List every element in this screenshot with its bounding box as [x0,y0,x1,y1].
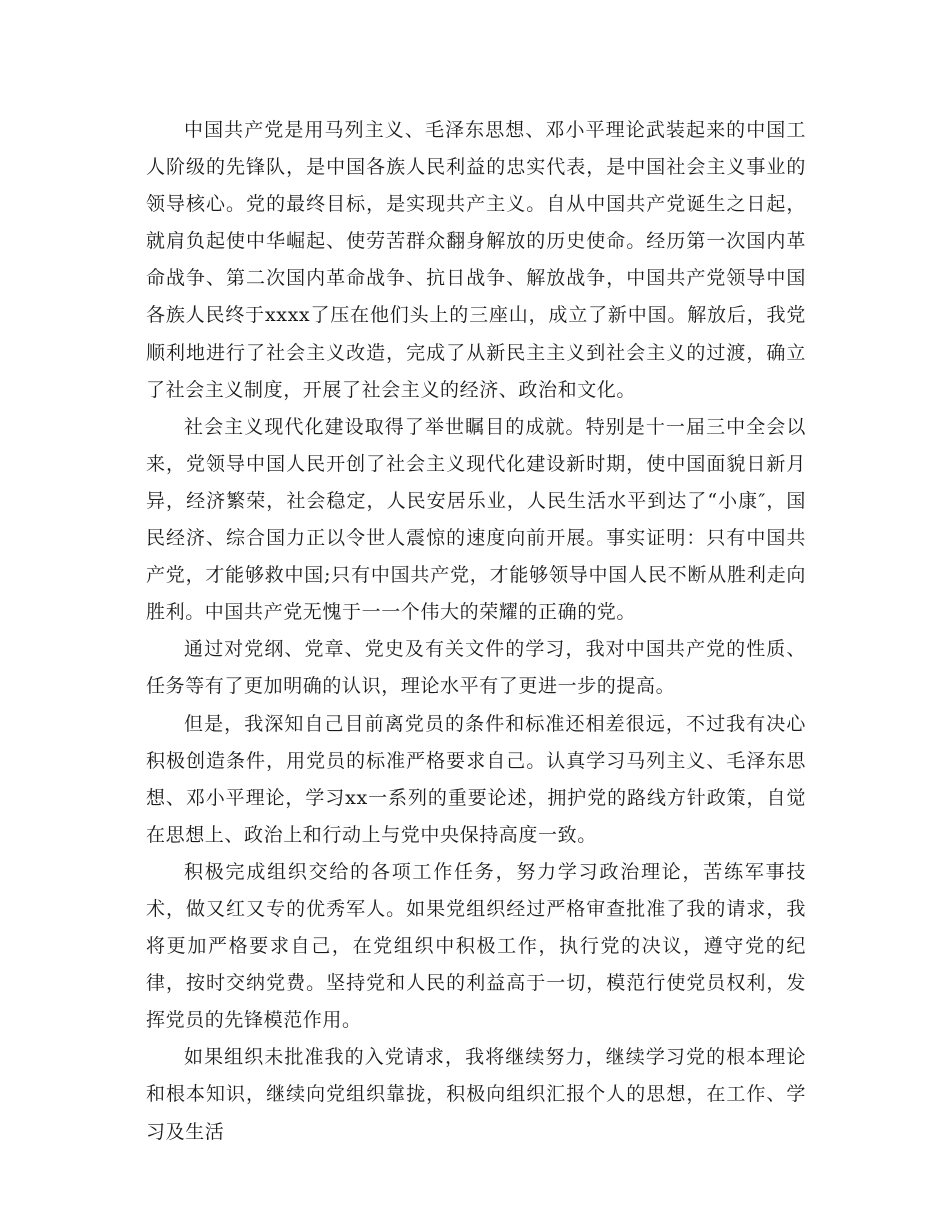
paragraph-1: 中国共产党是用马列主义、毛泽东思想、邓小平理论武装起来的中国工人阶级的先锋队，是中国各族人民利益的忠实代表，是中国社会主义事业的领导核心。党的最终目标，是实现共产主义。自从中国共产党诞生之日起，就肩负起使中华崛起、使劳苦群众翻身解放的历史使命。经历第一次国内革命战争、第二次国内革命战争、抗日战争、解放战争，中国共产党领导中国各族人民终于xxxx了压在他们头上的三座山，成立了新中国。解放后，我党顺利地进行了社会主义改造，完成了从新民主主义到社会主义的过渡，确立了社会主义制度，开展了社会主义的经济、政治和文化。 [146,119,806,401]
paragraph-5: 积极完成组织交给的各项工作任务，努力学习政治理论，苦练军事技术，做又红又专的优秀军人。如果党组织经过严格审查批准了我的请求，我将更加严格要求自己，在党组织中积极工作，执行党的决议，遵守党的纪律，按时交纳党费。坚持党和人民的利益高于一切，模范行使党员权利，发挥党员的先锋模范作用。 [146,860,806,1032]
paragraph-6: 如果组织未批准我的入党请求，我将继续努力，继续学习党的根本理论和根本知识，继续向党组织靠拢，积极向组织汇报个人的思想，在工作、学习及生活 [146,1046,806,1143]
document-body [146,112,806,1151]
paragraph-4: 但是，我深知自己目前离党员的条件和标准还相差很远，不过我有决心积极创造条件，用党员的标准严格要求自己。认真学习马列主义、毛泽东思想、邓小平理论，学习xx一系列的重要论述，拥护党的路线方针政策，自觉在思想上、政治上和行动上与党中央保持高度一致。 [146,712,806,846]
paragraph-3: 通过对党纲、党章、党史及有关文件的学习，我对中国共产党的性质、任务等有了更加明确的认识，理论水平有了更进一步的提高。 [146,638,806,698]
paragraph-2: 社会主义现代化建设取得了举世瞩目的成就。特别是十一届三中全会以来，党领导中国人民开创了社会主义现代化建设新时期，使中国面貌日新月异，经济繁荣，社会稳定，人民安居乐业，人民生活水平到达了“小康″，国民经济、综合国力正以令世人震惊的速度向前开展。事实证明：只有中国共产党，才能够救中国;只有中国共产党，才能够领导中国人民不断从胜利走向胜利。中国共产党无愧于一一个伟大的荣耀的正确的党。 [146,415,806,624]
